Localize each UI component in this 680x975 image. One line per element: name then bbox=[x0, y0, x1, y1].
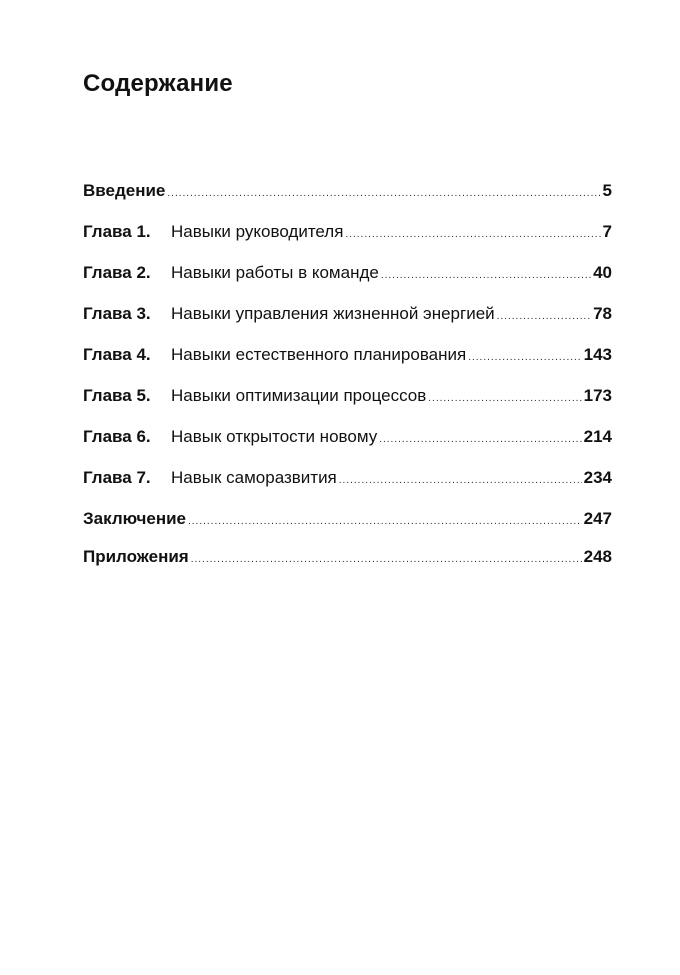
toc-page-number: 40 bbox=[593, 263, 612, 282]
chapter-title: Навыки естественного планирования bbox=[171, 345, 467, 364]
page-title: Содержание bbox=[83, 70, 233, 97]
toc-entry-label: Заключение bbox=[83, 509, 186, 528]
toc-entry-intro bbox=[83, 176, 612, 217]
toc-entry-chapter-2 bbox=[83, 258, 612, 299]
chapter-title: Навык саморазвития bbox=[171, 468, 337, 487]
leader-dots bbox=[191, 545, 582, 575]
table-of-contents bbox=[83, 176, 612, 580]
toc-page-number: 234 bbox=[583, 468, 612, 487]
toc-page-number: 248 bbox=[583, 547, 612, 566]
chapter-title: Навыки руководителя bbox=[171, 222, 344, 241]
chapter-title: Навыки оптимизации процессов bbox=[171, 386, 427, 405]
toc-page-number: 7 bbox=[602, 222, 612, 241]
toc-entry-label: Приложения bbox=[83, 547, 189, 566]
chapter-number: Глава 4. bbox=[83, 345, 151, 364]
toc-page-number: 5 bbox=[602, 181, 612, 200]
toc-entry-label: Введение bbox=[83, 181, 166, 200]
chapter-number: Глава 2. bbox=[83, 263, 151, 282]
toc-page-number: 78 bbox=[593, 304, 612, 323]
toc-entry-chapter-6 bbox=[83, 422, 612, 463]
chapter-title: Навыки управления жизненной энергией bbox=[171, 304, 495, 323]
leader-dots bbox=[497, 302, 591, 332]
toc-page-number: 173 bbox=[583, 386, 612, 405]
toc-entry-chapter-4 bbox=[83, 340, 612, 381]
toc-entry-appendix bbox=[83, 542, 612, 580]
leader-dots bbox=[468, 343, 581, 373]
chapter-number: Глава 1. bbox=[83, 222, 151, 241]
chapter-number: Глава 5. bbox=[83, 386, 151, 405]
chapter-number: Глава 7. bbox=[83, 468, 151, 487]
chapter-title: Навыки работы в команде bbox=[171, 263, 379, 282]
toc-page-number: 143 bbox=[583, 345, 612, 364]
leader-dots bbox=[428, 384, 581, 414]
chapter-number: Глава 3. bbox=[83, 304, 151, 323]
toc-entry-chapter-3 bbox=[83, 299, 612, 340]
leader-dots bbox=[167, 179, 600, 209]
toc-entry-chapter-5 bbox=[83, 381, 612, 422]
leader-dots bbox=[345, 220, 600, 250]
toc-page-number: 247 bbox=[583, 509, 612, 528]
leader-dots bbox=[381, 261, 591, 291]
chapter-number: Глава 6. bbox=[83, 427, 151, 446]
leader-dots bbox=[188, 507, 582, 537]
chapter-title: Навык открытости новому bbox=[171, 427, 378, 446]
toc-entry-chapter-1 bbox=[83, 217, 612, 258]
leader-dots bbox=[339, 466, 582, 496]
leader-dots bbox=[379, 425, 581, 455]
toc-entry-chapter-7 bbox=[83, 463, 612, 504]
toc-entry-conclusion bbox=[83, 504, 612, 542]
toc-page-number: 214 bbox=[583, 427, 612, 446]
